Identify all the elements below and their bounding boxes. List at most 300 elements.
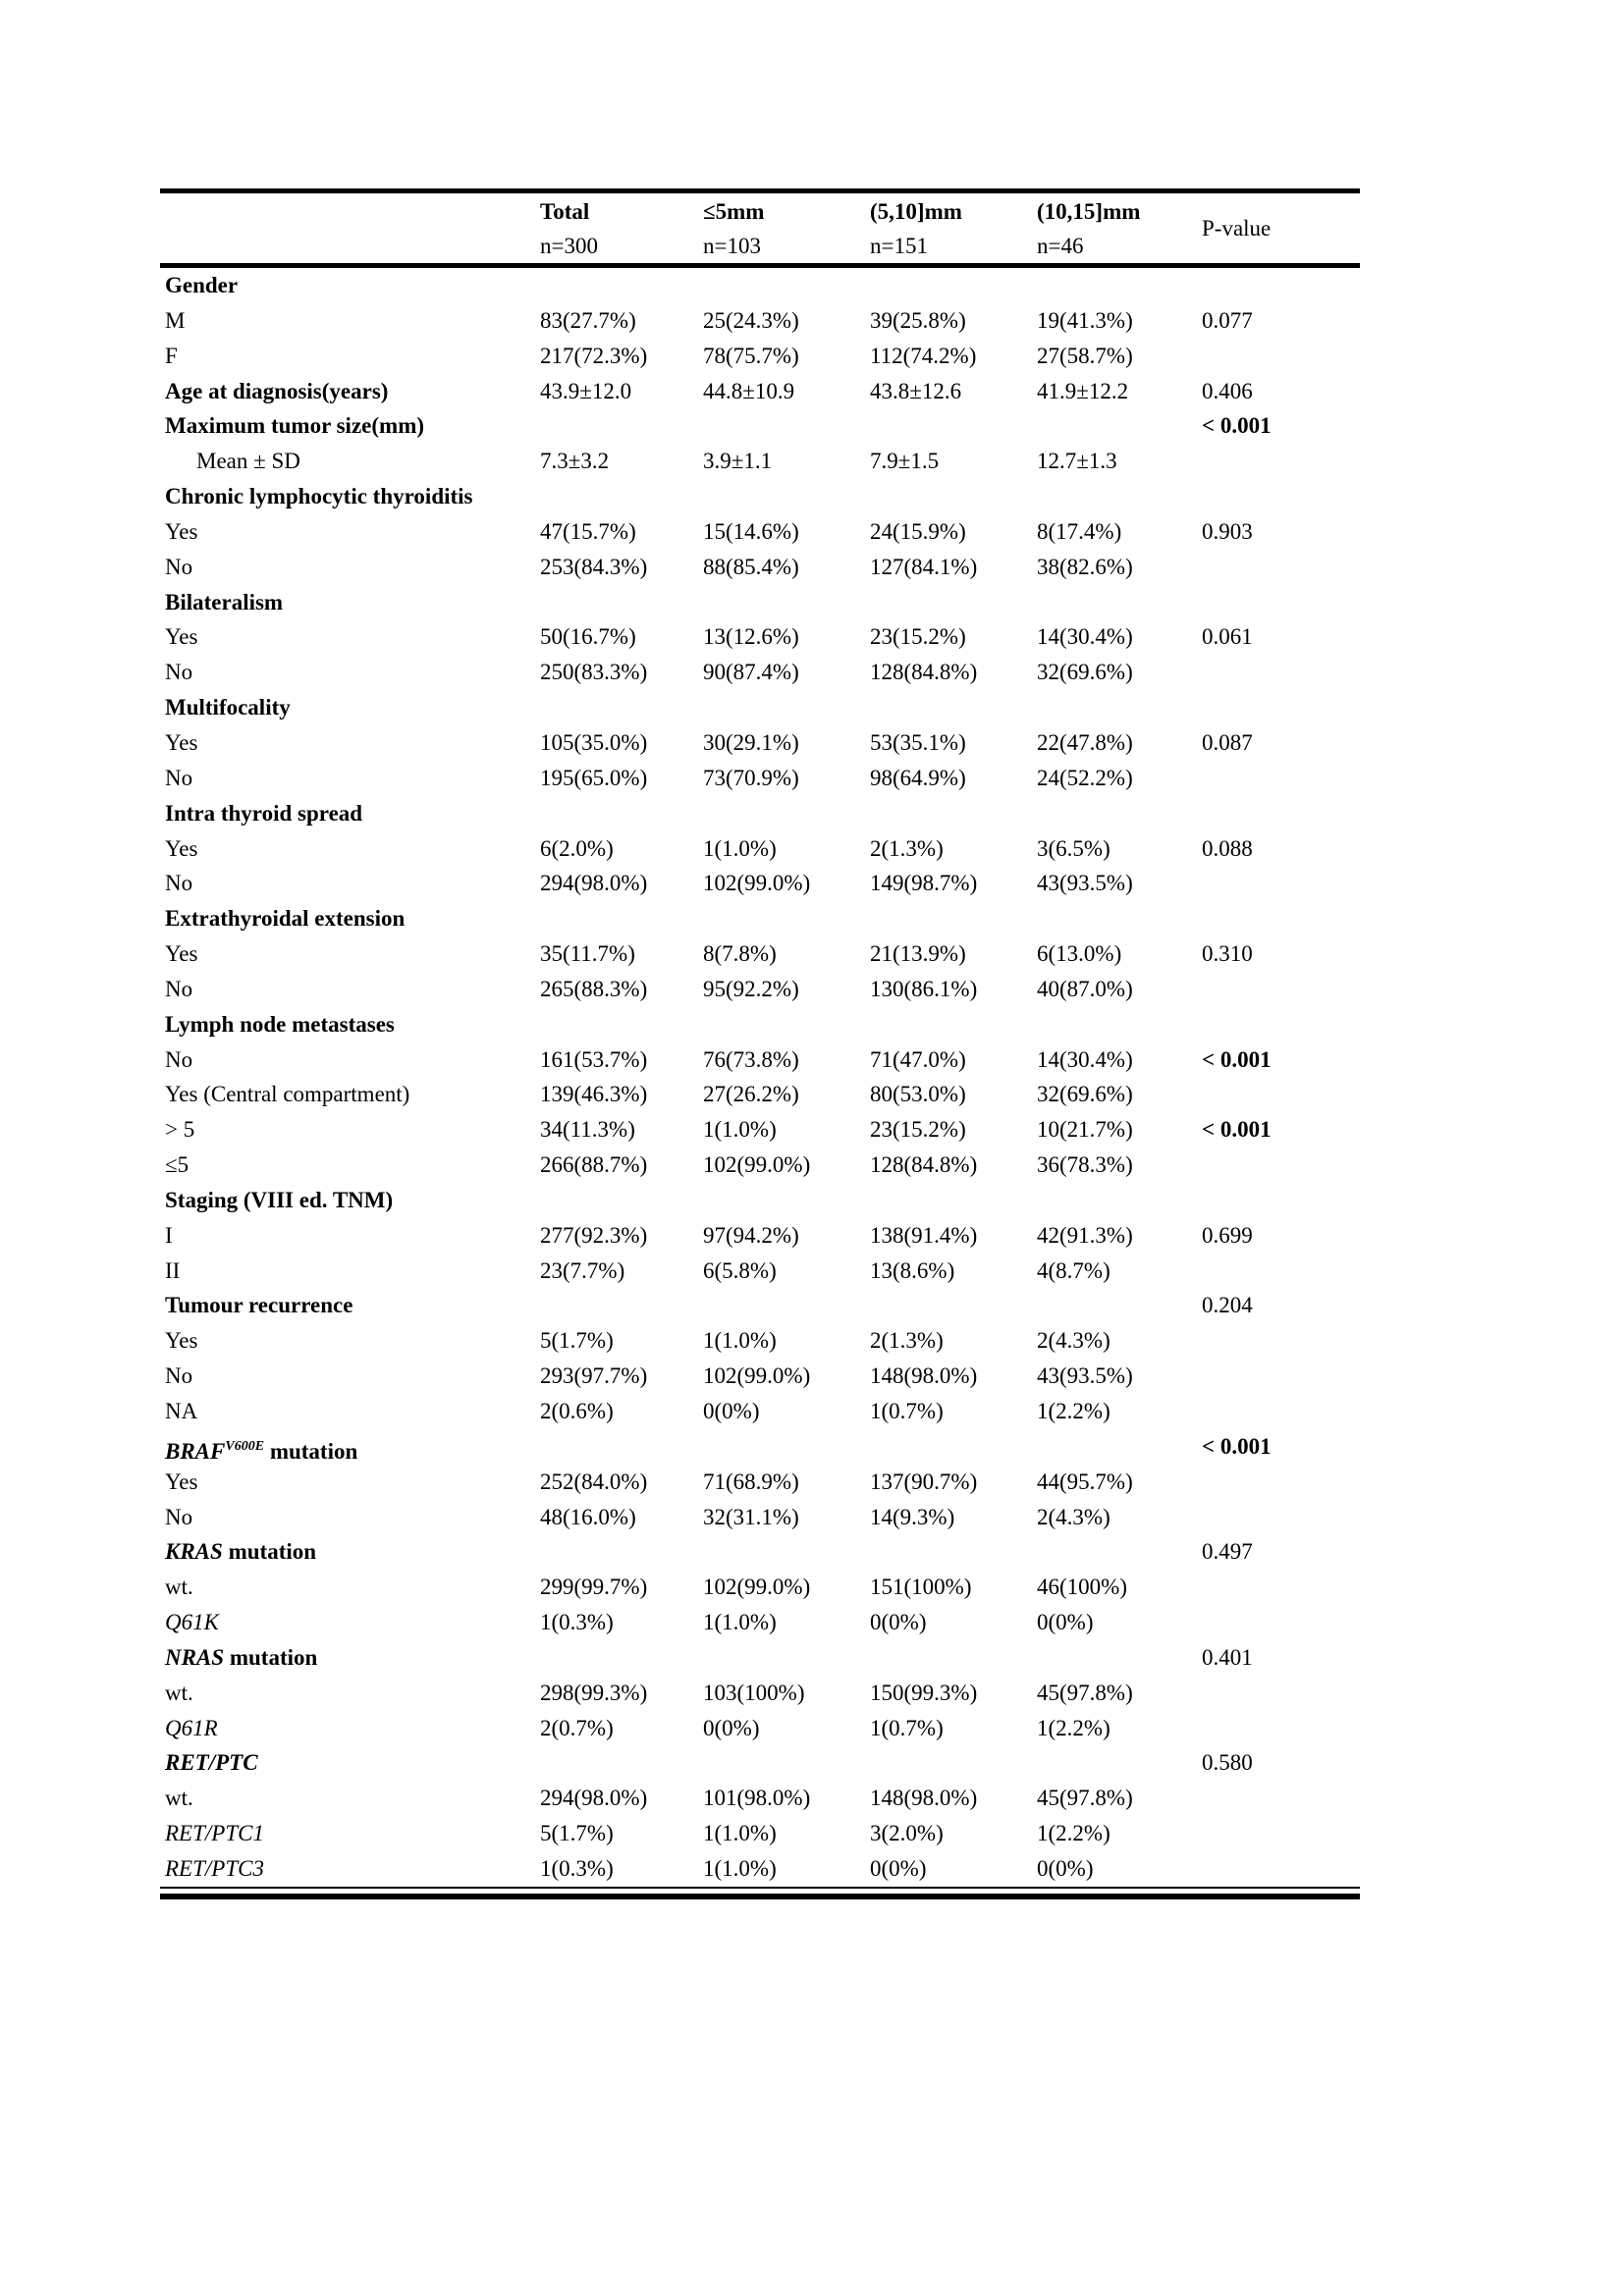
table-row bbox=[160, 1781, 1360, 1816]
table-row bbox=[160, 1465, 1360, 1500]
cell-10-15mm: 2(4.3%) bbox=[1037, 1328, 1110, 1354]
row-label: NA bbox=[165, 1399, 198, 1423]
table-row bbox=[160, 725, 1360, 761]
cell-10-15mm: 41.9±12.2 bbox=[1037, 378, 1129, 403]
cell-10-15mm: 0(0%) bbox=[1037, 1855, 1094, 1881]
cell-pvalue bbox=[1202, 550, 1360, 585]
cell-pvalue bbox=[1202, 901, 1360, 936]
cell-le5mm: 103(100%) bbox=[703, 1680, 805, 1705]
table-row bbox=[160, 1429, 1360, 1465]
cell-le5mm: 30(29.1%) bbox=[703, 729, 799, 755]
table-row bbox=[160, 1394, 1360, 1429]
cell-5-10mm bbox=[870, 408, 1037, 444]
cell-5-10mm: 53(35.1%) bbox=[870, 729, 966, 755]
table-row bbox=[160, 1534, 1360, 1570]
cell-total: 195(65.0%) bbox=[540, 765, 648, 790]
cell-total: 293(97.7%) bbox=[540, 1363, 648, 1389]
cell-total: 299(99.7%) bbox=[540, 1575, 648, 1600]
cell-le5mm: 90(87.4%) bbox=[703, 660, 799, 685]
cell-total bbox=[540, 1288, 703, 1323]
table-row bbox=[160, 831, 1360, 867]
row-label: RET/PTC bbox=[165, 1750, 258, 1776]
cell-10-15mm bbox=[1037, 408, 1202, 444]
table-row bbox=[160, 444, 1360, 479]
cell-5-10mm: 14(9.3%) bbox=[870, 1504, 955, 1529]
cell-10-15mm: 4(8.7%) bbox=[1037, 1257, 1110, 1283]
cell-5-10mm: 149(98.7%) bbox=[870, 871, 978, 896]
cell-10-15mm: 45(97.8%) bbox=[1037, 1786, 1133, 1811]
cell-le5mm: 1(1.0%) bbox=[703, 1855, 777, 1881]
cell-le5mm bbox=[703, 1288, 870, 1323]
cell-le5mm bbox=[703, 690, 870, 725]
table-row bbox=[160, 1816, 1360, 1851]
cell-le5mm: 6(5.8%) bbox=[703, 1257, 777, 1283]
cell-5-10mm bbox=[870, 1183, 1037, 1218]
table-row bbox=[160, 1218, 1360, 1254]
cell-10-15mm: 44(95.7%) bbox=[1037, 1468, 1133, 1494]
cell-10-15mm: 0(0%) bbox=[1037, 1610, 1094, 1635]
cell-10-15mm: 42(91.3%) bbox=[1037, 1222, 1133, 1248]
cell-pvalue bbox=[1202, 796, 1360, 831]
table-row bbox=[160, 1183, 1360, 1218]
row-label: Yes bbox=[165, 1468, 198, 1494]
cell-le5mm bbox=[703, 901, 870, 936]
cell-le5mm bbox=[703, 1007, 870, 1042]
cell-10-15mm bbox=[1037, 1007, 1202, 1042]
cell-pvalue: 0.087 bbox=[1202, 729, 1253, 755]
cell-pvalue bbox=[1202, 761, 1360, 796]
column-n: n=103 bbox=[703, 234, 761, 258]
table-row bbox=[160, 1007, 1360, 1042]
table-row bbox=[160, 479, 1360, 514]
row-label: Yes bbox=[165, 1328, 198, 1354]
cell-5-10mm: 128(84.8%) bbox=[870, 1152, 978, 1178]
cell-total: 47(15.7%) bbox=[540, 518, 636, 544]
row-label: > 5 bbox=[165, 1117, 195, 1143]
table-body bbox=[160, 268, 1360, 1899]
cell-total: 265(88.3%) bbox=[540, 976, 648, 1001]
row-label: Yes bbox=[165, 729, 198, 755]
cell-le5mm: 27(26.2%) bbox=[703, 1082, 799, 1107]
cell-10-15mm: 38(82.6%) bbox=[1037, 554, 1133, 579]
cell-5-10mm: 39(25.8%) bbox=[870, 307, 966, 333]
cell-pvalue: 0.061 bbox=[1202, 624, 1253, 650]
row-label: Lymph node metastases bbox=[165, 1011, 395, 1037]
cell-pvalue bbox=[1202, 1323, 1360, 1359]
cell-pvalue: 0.401 bbox=[1202, 1644, 1253, 1670]
table-row bbox=[160, 619, 1360, 655]
cell-pvalue bbox=[1202, 1394, 1360, 1429]
cell-10-15mm: 1(2.2%) bbox=[1037, 1715, 1110, 1740]
cell-total: 43.9±12.0 bbox=[540, 378, 632, 403]
cell-total: 23(7.7%) bbox=[540, 1257, 625, 1283]
cell-total: 1(0.3%) bbox=[540, 1855, 614, 1881]
cell-le5mm: 25(24.3%) bbox=[703, 307, 799, 333]
cell-10-15mm: 1(2.2%) bbox=[1037, 1399, 1110, 1423]
cell-5-10mm bbox=[870, 1534, 1037, 1570]
cell-pvalue bbox=[1202, 1676, 1360, 1711]
row-label-part: KRAS bbox=[165, 1539, 223, 1565]
cell-5-10mm: 112(74.2%) bbox=[870, 343, 977, 368]
table-row bbox=[160, 1605, 1360, 1640]
cell-total bbox=[540, 408, 703, 444]
cell-10-15mm bbox=[1037, 585, 1202, 620]
table-row bbox=[160, 1851, 1360, 1889]
cell-total bbox=[540, 1007, 703, 1042]
cell-le5mm: 78(75.7%) bbox=[703, 343, 799, 368]
cell-5-10mm: 80(53.0%) bbox=[870, 1082, 966, 1107]
cell-10-15mm: 6(13.0%) bbox=[1037, 941, 1122, 967]
row-label: wt. bbox=[165, 1786, 193, 1811]
row-label-part: mutation bbox=[224, 1644, 318, 1670]
cell-le5mm: 73(70.9%) bbox=[703, 765, 799, 790]
cell-pvalue bbox=[1202, 1711, 1360, 1746]
column-title: ≤5mm bbox=[703, 199, 765, 224]
cell-pvalue bbox=[1202, 479, 1360, 514]
cell-total: 6(2.0%) bbox=[540, 835, 614, 861]
cell-5-10mm bbox=[870, 1745, 1037, 1781]
row-label: No bbox=[165, 660, 193, 685]
table-row bbox=[160, 1640, 1360, 1676]
cell-total: 48(16.0%) bbox=[540, 1504, 636, 1529]
cell-pvalue: 0.406 bbox=[1202, 378, 1253, 403]
row-label bbox=[160, 1534, 540, 1570]
row-label: II bbox=[165, 1257, 181, 1283]
cell-le5mm: 0(0%) bbox=[703, 1715, 760, 1740]
cell-total: 5(1.7%) bbox=[540, 1328, 614, 1354]
cell-10-15mm: 14(30.4%) bbox=[1037, 1046, 1133, 1072]
pvalue-label: P-value bbox=[1202, 216, 1272, 240]
cell-10-15mm bbox=[1037, 1429, 1202, 1469]
cell-10-15mm bbox=[1037, 796, 1202, 831]
header-empty-cell bbox=[160, 194, 540, 263]
cell-le5mm: 102(99.0%) bbox=[703, 1152, 811, 1178]
characteristics-table bbox=[160, 188, 1360, 1899]
cell-le5mm: 1(1.0%) bbox=[703, 1117, 777, 1143]
cell-le5mm: 44.8±10.9 bbox=[703, 378, 795, 403]
cell-total: 50(16.7%) bbox=[540, 624, 636, 650]
table-row bbox=[160, 550, 1360, 585]
cell-pvalue bbox=[1202, 1851, 1360, 1887]
table-row bbox=[160, 339, 1360, 374]
cell-pvalue bbox=[1202, 655, 1360, 690]
cell-pvalue: 0.903 bbox=[1202, 518, 1253, 544]
table-row bbox=[160, 690, 1360, 725]
cell-le5mm bbox=[703, 1429, 870, 1469]
column-n: n=151 bbox=[870, 234, 928, 258]
cell-total bbox=[540, 796, 703, 831]
cell-le5mm: 15(14.6%) bbox=[703, 518, 799, 544]
cell-5-10mm bbox=[870, 690, 1037, 725]
cell-le5mm bbox=[703, 479, 870, 514]
row-label: No bbox=[165, 871, 193, 896]
cell-pvalue bbox=[1202, 972, 1360, 1007]
table-row bbox=[160, 1288, 1360, 1323]
row-label-part: mutation bbox=[222, 1539, 317, 1565]
cell-5-10mm: 1(0.7%) bbox=[870, 1399, 944, 1423]
row-label: No bbox=[165, 765, 193, 790]
cell-le5mm: 88(85.4%) bbox=[703, 554, 799, 579]
cell-10-15mm: 24(52.2%) bbox=[1037, 765, 1133, 790]
cell-10-15mm bbox=[1037, 1288, 1202, 1323]
cell-pvalue bbox=[1202, 1570, 1360, 1605]
column-header-total bbox=[540, 194, 703, 263]
column-header-5-10mm bbox=[870, 194, 1037, 263]
table-row bbox=[160, 1254, 1360, 1289]
cell-le5mm: 71(68.9%) bbox=[703, 1468, 799, 1494]
cell-10-15mm: 32(69.6%) bbox=[1037, 660, 1133, 685]
cell-total: 253(84.3%) bbox=[540, 554, 648, 579]
cell-total: 1(0.3%) bbox=[540, 1610, 614, 1635]
cell-le5mm: 3.9±1.1 bbox=[703, 449, 773, 474]
cell-pvalue bbox=[1202, 866, 1360, 901]
table-row bbox=[160, 1359, 1360, 1394]
cell-10-15mm: 2(4.3%) bbox=[1037, 1504, 1110, 1529]
cell-total: 298(99.3%) bbox=[540, 1680, 648, 1705]
row-label: Yes bbox=[165, 518, 198, 544]
cell-pvalue: 0.077 bbox=[1202, 307, 1253, 333]
cell-10-15mm bbox=[1037, 1640, 1202, 1676]
row-label: Maximum tumor size(mm) bbox=[165, 413, 425, 439]
cell-pvalue bbox=[1202, 1007, 1360, 1042]
cell-10-15mm: 8(17.4%) bbox=[1037, 518, 1122, 544]
cell-10-15mm: 12.7±1.3 bbox=[1037, 449, 1117, 474]
cell-le5mm bbox=[703, 268, 870, 303]
table-row bbox=[160, 1676, 1360, 1711]
cell-le5mm: 1(1.0%) bbox=[703, 1610, 777, 1635]
cell-total: 2(0.6%) bbox=[540, 1399, 614, 1423]
cell-5-10mm bbox=[870, 901, 1037, 936]
cell-5-10mm: 130(86.1%) bbox=[870, 976, 978, 1001]
table-row bbox=[160, 1711, 1360, 1746]
cell-10-15mm: 14(30.4%) bbox=[1037, 624, 1133, 650]
cell-le5mm: 102(99.0%) bbox=[703, 1363, 811, 1389]
cell-le5mm: 102(99.0%) bbox=[703, 1575, 811, 1600]
row-label: Gender bbox=[165, 273, 239, 297]
cell-le5mm bbox=[703, 1183, 870, 1218]
cell-le5mm bbox=[703, 1745, 870, 1781]
row-label: No bbox=[165, 1504, 193, 1529]
cell-5-10mm: 98(64.9%) bbox=[870, 765, 966, 790]
cell-pvalue bbox=[1202, 1148, 1360, 1183]
cell-le5mm: 8(7.8%) bbox=[703, 941, 777, 967]
row-label: RET/PTC1 bbox=[165, 1821, 264, 1846]
column-header-10-15mm bbox=[1037, 194, 1202, 263]
row-label: Yes bbox=[165, 941, 198, 967]
row-label: No bbox=[165, 1363, 193, 1389]
cell-le5mm: 0(0%) bbox=[703, 1399, 760, 1423]
cell-5-10mm: 150(99.3%) bbox=[870, 1680, 978, 1705]
cell-le5mm: 97(94.2%) bbox=[703, 1222, 799, 1248]
cell-total: 217(72.3%) bbox=[540, 343, 648, 368]
cell-pvalue bbox=[1202, 1781, 1360, 1816]
table-row bbox=[160, 1745, 1360, 1781]
cell-5-10mm: 148(98.0%) bbox=[870, 1363, 978, 1389]
cell-pvalue: 0.088 bbox=[1202, 835, 1253, 861]
cell-5-10mm: 24(15.9%) bbox=[870, 518, 966, 544]
table-row bbox=[160, 655, 1360, 690]
cell-10-15mm: 45(97.8%) bbox=[1037, 1680, 1133, 1705]
cell-pvalue: 0.204 bbox=[1202, 1293, 1253, 1318]
column-n: n=46 bbox=[1037, 234, 1084, 258]
cell-le5mm bbox=[703, 796, 870, 831]
cell-5-10mm bbox=[870, 1640, 1037, 1676]
table-row bbox=[160, 1112, 1360, 1148]
cell-le5mm: 102(99.0%) bbox=[703, 871, 811, 896]
table-row bbox=[160, 1077, 1360, 1112]
table-row bbox=[160, 796, 1360, 831]
table-row bbox=[160, 1570, 1360, 1605]
table-row bbox=[160, 761, 1360, 796]
cell-10-15mm bbox=[1037, 268, 1202, 303]
row-label: Q61R bbox=[165, 1715, 218, 1740]
row-label: RET/PTC3 bbox=[165, 1855, 264, 1881]
cell-5-10mm bbox=[870, 585, 1037, 620]
cell-10-15mm: 27(58.7%) bbox=[1037, 343, 1133, 368]
row-label: Intra thyroid spread bbox=[165, 800, 363, 826]
column-title: Total bbox=[540, 199, 590, 224]
cell-5-10mm bbox=[870, 1429, 1037, 1469]
cell-5-10mm bbox=[870, 479, 1037, 514]
cell-total: 105(35.0%) bbox=[540, 729, 648, 755]
cell-5-10mm: 127(84.1%) bbox=[870, 554, 978, 579]
row-label bbox=[160, 1429, 540, 1469]
row-label: Extrathyroidal extension bbox=[165, 906, 406, 932]
row-label bbox=[160, 1640, 540, 1676]
cell-pvalue bbox=[1202, 1605, 1360, 1640]
row-label: No bbox=[165, 976, 193, 1001]
table-row bbox=[160, 268, 1360, 303]
cell-total: 34(11.3%) bbox=[540, 1117, 635, 1143]
row-label: I bbox=[165, 1222, 173, 1248]
cell-total: 277(92.3%) bbox=[540, 1222, 648, 1248]
cell-5-10mm: 3(2.0%) bbox=[870, 1821, 944, 1846]
cell-le5mm: 101(98.0%) bbox=[703, 1786, 811, 1811]
cell-5-10mm: 13(8.6%) bbox=[870, 1257, 955, 1283]
row-label: No bbox=[165, 1046, 193, 1072]
cell-total: 139(46.3%) bbox=[540, 1082, 648, 1107]
row-label: Chronic lymphocytic thyroiditis bbox=[165, 484, 473, 509]
cell-total bbox=[540, 901, 703, 936]
cell-total: 294(98.0%) bbox=[540, 1786, 648, 1811]
cell-5-10mm: 23(15.2%) bbox=[870, 1117, 966, 1143]
table-row bbox=[160, 1323, 1360, 1359]
cell-5-10mm: 2(1.3%) bbox=[870, 835, 944, 861]
cell-total: 266(88.7%) bbox=[540, 1152, 648, 1178]
cell-total bbox=[540, 1183, 703, 1218]
table-row bbox=[160, 1500, 1360, 1535]
column-header-pvalue bbox=[1202, 194, 1360, 263]
cell-pvalue: < 0.001 bbox=[1202, 1117, 1272, 1143]
cell-pvalue bbox=[1202, 585, 1360, 620]
cell-5-10mm: 151(100%) bbox=[870, 1575, 972, 1600]
cell-5-10mm: 148(98.0%) bbox=[870, 1786, 978, 1811]
cell-le5mm: 1(1.0%) bbox=[703, 1821, 777, 1846]
cell-total: 83(27.7%) bbox=[540, 307, 636, 333]
cell-pvalue: 0.310 bbox=[1202, 941, 1253, 967]
cell-10-15mm bbox=[1037, 1183, 1202, 1218]
cell-10-15mm: 3(6.5%) bbox=[1037, 835, 1110, 861]
cell-10-15mm bbox=[1037, 1534, 1202, 1570]
cell-5-10mm: 7.9±1.5 bbox=[870, 449, 940, 474]
cell-pvalue bbox=[1202, 1500, 1360, 1535]
cell-10-15mm: 36(78.3%) bbox=[1037, 1152, 1133, 1178]
row-label: Bilateralism bbox=[165, 589, 284, 614]
cell-total: 294(98.0%) bbox=[540, 871, 648, 896]
row-label: Tumour recurrence bbox=[165, 1293, 353, 1318]
table-row bbox=[160, 303, 1360, 339]
row-label: Mean ± SD bbox=[196, 449, 300, 474]
cell-total: 161(53.7%) bbox=[540, 1046, 648, 1072]
cell-pvalue bbox=[1202, 339, 1360, 374]
cell-10-15mm: 10(21.7%) bbox=[1037, 1117, 1133, 1143]
cell-pvalue: 0.580 bbox=[1202, 1750, 1253, 1776]
cell-pvalue bbox=[1202, 1077, 1360, 1112]
row-label: Q61K bbox=[165, 1610, 219, 1635]
cell-pvalue bbox=[1202, 1254, 1360, 1289]
cell-5-10mm: 0(0%) bbox=[870, 1610, 927, 1635]
row-label: Multifocality bbox=[165, 695, 291, 721]
cell-10-15mm bbox=[1037, 1745, 1202, 1781]
table-row bbox=[160, 408, 1360, 444]
cell-total: 5(1.7%) bbox=[540, 1821, 614, 1846]
cell-total bbox=[540, 479, 703, 514]
cell-pvalue bbox=[1202, 1183, 1360, 1218]
cell-10-15mm bbox=[1037, 901, 1202, 936]
row-label: Yes bbox=[165, 835, 198, 861]
cell-total bbox=[540, 1429, 703, 1469]
cell-10-15mm: 22(47.8%) bbox=[1037, 729, 1133, 755]
row-label: wt. bbox=[165, 1575, 193, 1600]
column-header-le5mm bbox=[703, 194, 870, 263]
cell-le5mm: 1(1.0%) bbox=[703, 835, 777, 861]
cell-total: 35(11.7%) bbox=[540, 941, 635, 967]
cell-pvalue: < 0.001 bbox=[1202, 1046, 1272, 1072]
table-row bbox=[160, 585, 1360, 620]
row-label: F bbox=[165, 343, 178, 368]
row-label: Yes (Central compartment) bbox=[165, 1082, 410, 1107]
row-label-part: NRAS bbox=[165, 1644, 225, 1670]
cell-10-15mm: 43(93.5%) bbox=[1037, 871, 1133, 896]
cell-5-10mm: 138(91.4%) bbox=[870, 1222, 978, 1248]
cell-5-10mm bbox=[870, 796, 1037, 831]
cell-5-10mm: 21(13.9%) bbox=[870, 941, 966, 967]
cell-5-10mm: 71(47.0%) bbox=[870, 1046, 966, 1072]
cell-10-15mm: 40(87.0%) bbox=[1037, 976, 1133, 1001]
cell-le5mm bbox=[703, 1534, 870, 1570]
row-label: Yes bbox=[165, 624, 198, 650]
cell-pvalue: < 0.001 bbox=[1202, 1433, 1272, 1459]
cell-pvalue bbox=[1202, 1465, 1360, 1500]
cell-total: 252(84.0%) bbox=[540, 1468, 648, 1494]
row-label-part: BRAF bbox=[165, 1438, 226, 1464]
cell-10-15mm bbox=[1037, 479, 1202, 514]
column-title: (5,10]mm bbox=[870, 199, 962, 224]
row-label-part: mutation bbox=[264, 1438, 358, 1464]
cell-10-15mm: 32(69.6%) bbox=[1037, 1082, 1133, 1107]
cell-10-15mm: 46(100%) bbox=[1037, 1575, 1127, 1600]
table-row bbox=[160, 1148, 1360, 1183]
row-label: ≤5 bbox=[165, 1152, 189, 1178]
table-row bbox=[160, 1042, 1360, 1078]
table-row bbox=[160, 936, 1360, 972]
cell-5-10mm: 23(15.2%) bbox=[870, 624, 966, 650]
table-row bbox=[160, 901, 1360, 936]
cell-5-10mm: 137(90.7%) bbox=[870, 1468, 978, 1494]
cell-total: 2(0.7%) bbox=[540, 1715, 614, 1740]
cell-le5mm bbox=[703, 408, 870, 444]
cell-total: 7.3±3.2 bbox=[540, 449, 610, 474]
